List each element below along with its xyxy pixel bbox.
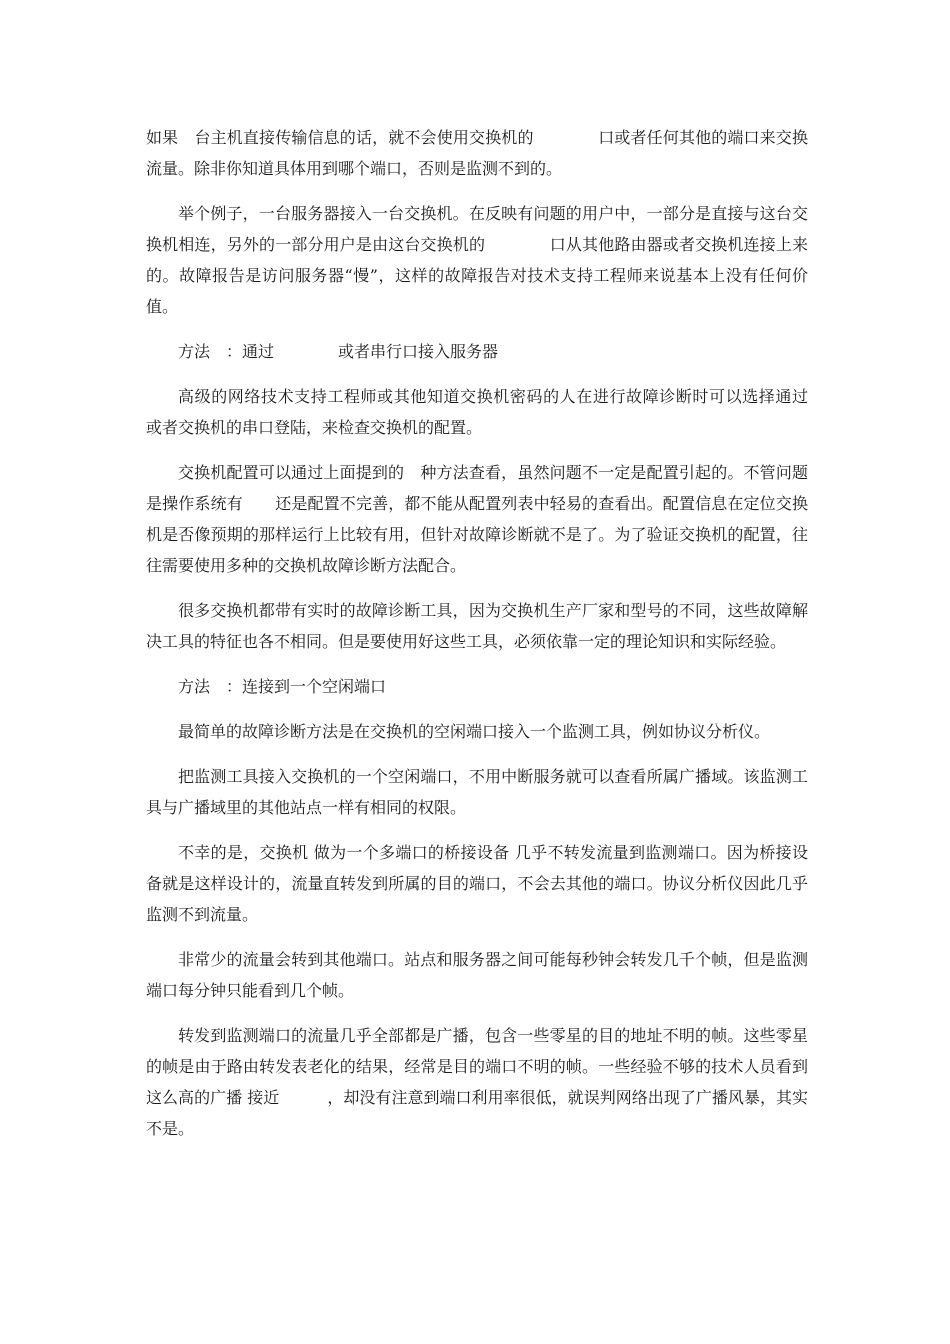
paragraph-broadcast-misjudge: 转发到监测端口的流量几乎全部都是广播，包含一些零星的目的地址不明的帧。这些零星的帧是由于路由转发表老化的结果，经常是目的端口不明的帧。一些经验不够的技术人员看到这么高的广播 接近 ，却没有注意到端口利用率很低，就误判网络出现了广播风暴，其实不是。 bbox=[146, 1026, 808, 1138]
document-body bbox=[146, 122, 873, 1158]
paragraph-realtime-tools: 很多交换机都带有实时的故障诊断工具，因为交换机生产厂家和型号的不同，这些故障解决工具的特征也各不相同。但是要使用好这些工具，必须依靠一定的理论知识和实际经验。 bbox=[146, 601, 808, 651]
paragraph-intro-continuation: 如果 台主机直接传输信息的话，就不会使用交换机的 口或者任何其他的端口来交换流量。除非你知道具体用到哪个端口，否则是监测不到的。 bbox=[146, 128, 808, 178]
method-heading-server-access: 方法 ：通过 或者串行口接入服务器 bbox=[178, 342, 499, 361]
paragraph-attach-monitor: 把监测工具接入交换机的一个空闲端口，不用中断服务就可以查看所属广播域。该监测工具与广播域里的其他站点一样有相同的权限。 bbox=[146, 767, 808, 817]
paragraph-config-check: 交换机配置可以通过上面提到的 种方法查看，虽然问题不一定是配置引起的。不管问题是操作系统有 还是配置不完善，都不能从配置列表中轻易的查看出。配置信息在定位交换机是否像预期的那样运行上比较有用，但针对故障诊断就不是了。为了验证交换机的配置，往往需要使用多种的交换机故障诊断方法配合。 bbox=[146, 463, 808, 575]
paragraph-little-traffic: 非常少的流量会转到其他端口。站点和服务器之间可能每秒钟会转发几千个帧，但是监测端口每分钟只能看到几个帧。 bbox=[146, 950, 808, 1000]
paragraph-admin-login: 高级的网络技术支持工程师或其他知道交换机密码的人在进行故障诊断时可以选择通过 或者交换机的串口登陆，来检查交换机的配置。 bbox=[146, 387, 873, 437]
method-heading-idle-port: 方法 ：连接到一个空闲端口 bbox=[178, 677, 387, 696]
paragraph-bridge-limitation: 不幸的是，交换机 做为一个多端口的桥接设备 几乎不转发流量到监测端口。因为桥接设备就是这样设计的，流量直转发到所属的目的端口，不会去其他的端口。协议分析仪因此几乎监测不到流量。 bbox=[146, 843, 808, 924]
paragraph-simplest-method: 最简单的故障诊断方法是在交换机的空闲端口接入一个监测工具，例如协议分析仪。 bbox=[178, 722, 771, 741]
paragraph-example: 举个例子，一台服务器接入一台交换机。在反映有问题的用户中，一部分是直接与这台交换机相连，另外的一部分用户是由这台交换机的 口从其他路由器或者交换机连接上来的。故障报告是访问服务器“慢”，这样的故障报告对技术支持工程师来说基本上没有任何价值。 bbox=[146, 204, 808, 316]
